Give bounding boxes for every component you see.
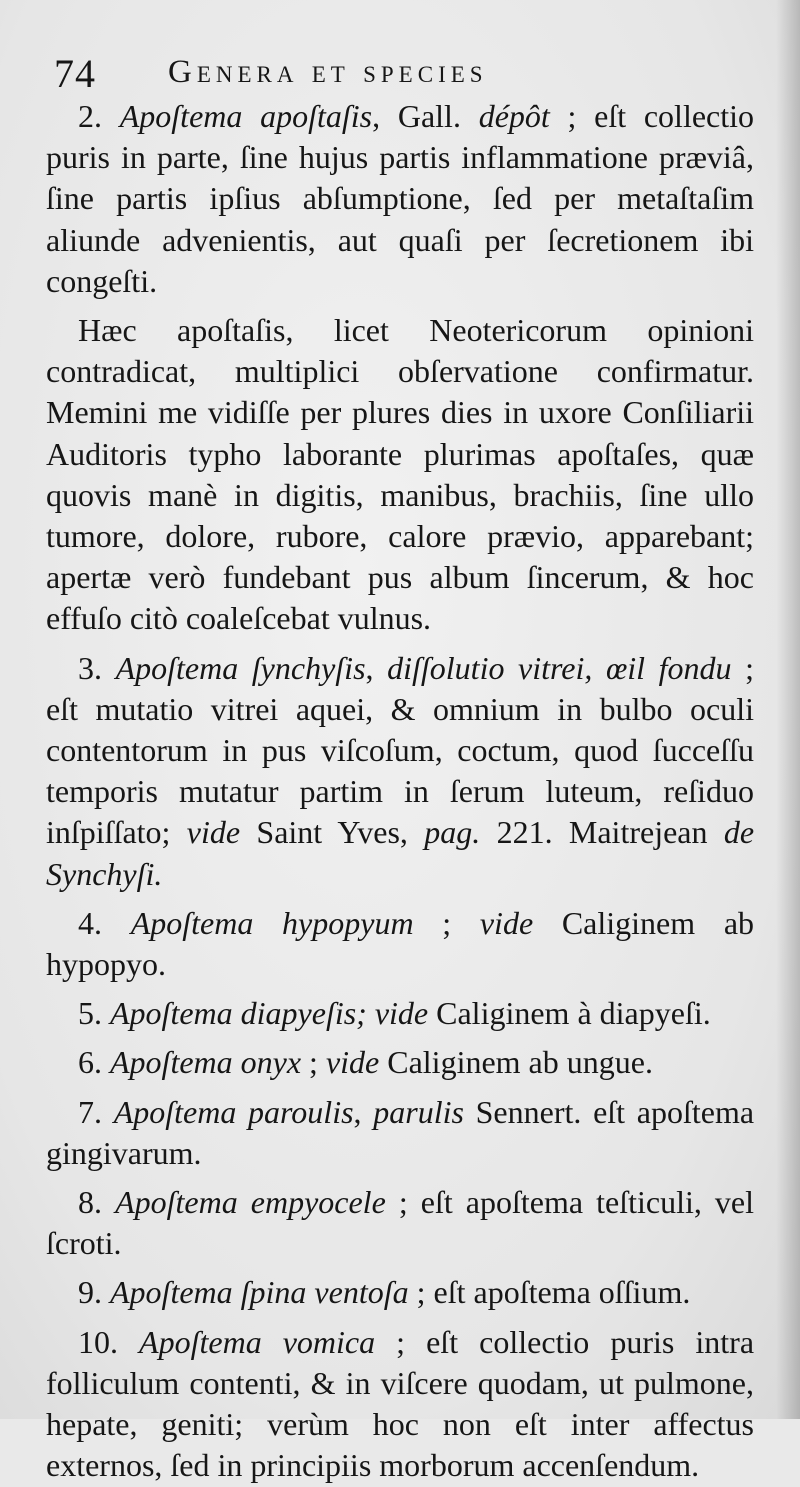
- reference-title: de Synchyſi.: [46, 814, 755, 892]
- entry-4: [46, 903, 754, 985]
- entry-5: [46, 993, 754, 1034]
- entry-body: Sennert. eſt apoſtema gingivarum.: [46, 1093, 755, 1171]
- entry-6: [46, 1042, 754, 1083]
- entry-title: Apoſtema diapyeſis;: [110, 995, 367, 1032]
- reference: Saint Yves,: [240, 814, 425, 851]
- entry-number: 7.: [78, 1093, 114, 1130]
- entry-body: ; eſt collectio puris in parte, ſine hujus partis inflammatione præviâ, ſine partis ipſius abſumptione, ſed per metaſtaſim aliunde advenientis, aut quaſi per ſecretionem ibi congeſti.: [46, 98, 755, 299]
- entry-body: Caliginem à diapyeſi.: [428, 995, 711, 1032]
- entry-number: 10.: [78, 1323, 140, 1360]
- pag-abbrev: pag.: [424, 814, 481, 851]
- vide-word: vide: [479, 904, 534, 941]
- entry-text: ;: [301, 1044, 326, 1081]
- entry-title: Apoſtema ſynchyſis: [115, 649, 366, 686]
- entry-3: [46, 648, 754, 895]
- entry-number: 6.: [78, 1044, 110, 1081]
- entry-title: Apoſtema ſpina ventoſa: [110, 1274, 409, 1311]
- entry-term: diſſolutio vitrei, œil fondu: [387, 649, 732, 686]
- entry-body: ; eſt apoſtema teſticuli, vel ſcroti.: [46, 1184, 755, 1262]
- paragraph-apostasis: Hæc apoſtaſis, licet Neotericorum opinioni contradicat, multiplici obſervatione confirmatur. Memini me vidiſſe per plures dies in uxore Conſiliarii Auditoris typho laborante plurimas apoſtaſes, quæ quovis manè in digitis, manibus, brachiis, ſine ullo tumore, dolore, rubore, calore prævio, apparebant; apertæ verò fundebant pus album ſincerum, & hoc effuſo citò coaleſcebat vulnus.: [46, 312, 754, 637]
- entry-body: ; eſt mutatio vitrei aquei, & omnium in bulbo oculi contentorum in pus viſcoſum, coctum, quod ſucceſſu temporis mutatur partim in ſerum luteum, reſiduo inſpiſſato;: [46, 649, 755, 851]
- entry-term: parulis: [373, 1093, 464, 1130]
- entry-text: [367, 995, 375, 1031]
- entry-9: [46, 1272, 754, 1313]
- entry-text: ,: [353, 1093, 374, 1130]
- entry-number: 3.: [78, 649, 116, 686]
- vide-word: vide: [325, 1044, 380, 1081]
- entry-body: ; eſt collectio puris intra folliculum contenti, & in viſcere quodam, ut pulmone, hepate, geniti; verùm hoc non eſt inter affectus externos, ſed in principiis morborum accenſendum.: [46, 1323, 755, 1484]
- entry-body: Caliginem ab hypopyo.: [46, 904, 755, 983]
- entry-title: Apoſtema vomica: [139, 1323, 376, 1360]
- entry-text: , Gall.: [372, 98, 479, 134]
- entry-number: 2.: [78, 98, 120, 134]
- entry-term: dépôt: [478, 98, 550, 134]
- entry-text: ;: [413, 904, 480, 941]
- entry-8: [46, 1182, 754, 1264]
- entry-number: 9.: [78, 1274, 110, 1311]
- vide-word: vide: [186, 814, 241, 851]
- page-number: 74: [54, 51, 96, 96]
- entry-10: [46, 1322, 754, 1487]
- running-head: Genera et species: [168, 54, 488, 90]
- entry-title: Apoſtema onyx: [110, 1044, 302, 1081]
- entry-title: Apoſtema apoſtaſis: [119, 98, 373, 134]
- body-text: [46, 96, 754, 1487]
- entry-number: 4.: [78, 904, 131, 941]
- entry-7: [46, 1092, 754, 1174]
- reference: 221. Maitrejean: [480, 814, 724, 851]
- entry-number: 8.: [78, 1184, 116, 1221]
- entry-text: ,: [365, 649, 388, 686]
- entry-body: Caliginem ab ungue.: [379, 1044, 653, 1081]
- entry-title: Apoſtema hypopyum: [130, 904, 414, 941]
- vide-word: vide: [374, 995, 429, 1032]
- page-header: [46, 40, 754, 96]
- entry-body: ; eſt apoſtema oſſium.: [408, 1274, 691, 1311]
- entry-number: 5.: [78, 995, 110, 1032]
- entry-title: Apoſtema empyocele: [115, 1184, 386, 1221]
- entry-title: Apoſtema paroulis: [113, 1093, 354, 1130]
- entry-2: [46, 96, 754, 302]
